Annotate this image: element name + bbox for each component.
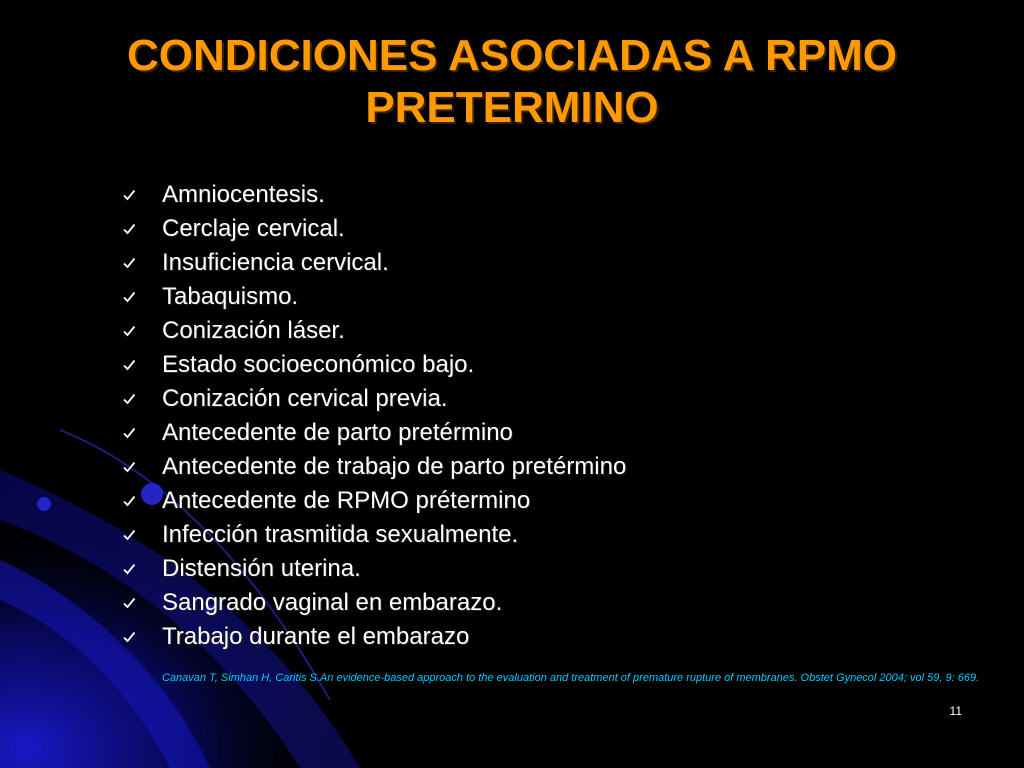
list-item [122,484,626,518]
slide-title-line-2: PRETERMINO [365,83,659,132]
check-icon [122,280,144,314]
list-item [122,212,626,246]
bullet-text: Conización láser. [162,317,345,344]
bullet-text: Infección trasmitida sexualmente. [162,521,519,548]
list-item [122,280,626,314]
bullet-text: Amniocentesis. [162,181,325,208]
bullet-text: Antecedente de trabajo de parto pretérmino [162,453,627,480]
bullet-text: Estado socioeconómico bajo. [162,351,475,378]
bullet-text: Distensión uterina. [162,555,361,582]
check-icon [122,212,144,246]
bullet-text: Antecedente de parto pretérmino [162,419,513,446]
list-item [122,348,626,382]
bullet-text: Antecedente de RPMO prétermino [162,487,531,514]
list-item [122,552,626,586]
check-icon [122,314,144,348]
list-item [122,586,626,620]
check-icon [122,348,144,382]
list-item [122,416,626,450]
list-item [122,450,626,484]
slide-title [0,30,1024,134]
bullet-list [122,178,626,654]
bullet-text: Trabajo durante el embarazo [162,623,470,650]
bullet-text: Cerclaje cervical. [162,215,345,242]
list-item [122,382,626,416]
bullet-text: Tabaquismo. [162,283,299,310]
check-icon [122,552,144,586]
list-item [122,314,626,348]
check-icon [122,246,144,280]
bullet-text: Insuficiencia cervical. [162,249,389,276]
check-icon [122,416,144,450]
check-icon [122,450,144,484]
check-icon [122,586,144,620]
bullet-text: Conización cervical previa. [162,385,448,412]
list-item [122,518,626,552]
list-item [122,178,626,212]
list-item [122,246,626,280]
check-icon [122,620,144,654]
bullet-text: Sangrado vaginal en embarazo. [162,589,503,616]
check-icon [122,484,144,518]
list-item [122,620,626,654]
check-icon [122,178,144,212]
check-icon [122,382,144,416]
slide-number: 11 [949,704,962,718]
check-icon [122,518,144,552]
citation-reference: Canavan T, Simhan H, Caritis S.An evidence-based approach to the evaluation and treatment of premature rupture of membranes. Obstet Gynecol 2004; vol 59, 9: 669. [162,672,980,684]
slide-title-line-1: CONDICIONES ASOCIADAS A RPMO [126,31,898,80]
